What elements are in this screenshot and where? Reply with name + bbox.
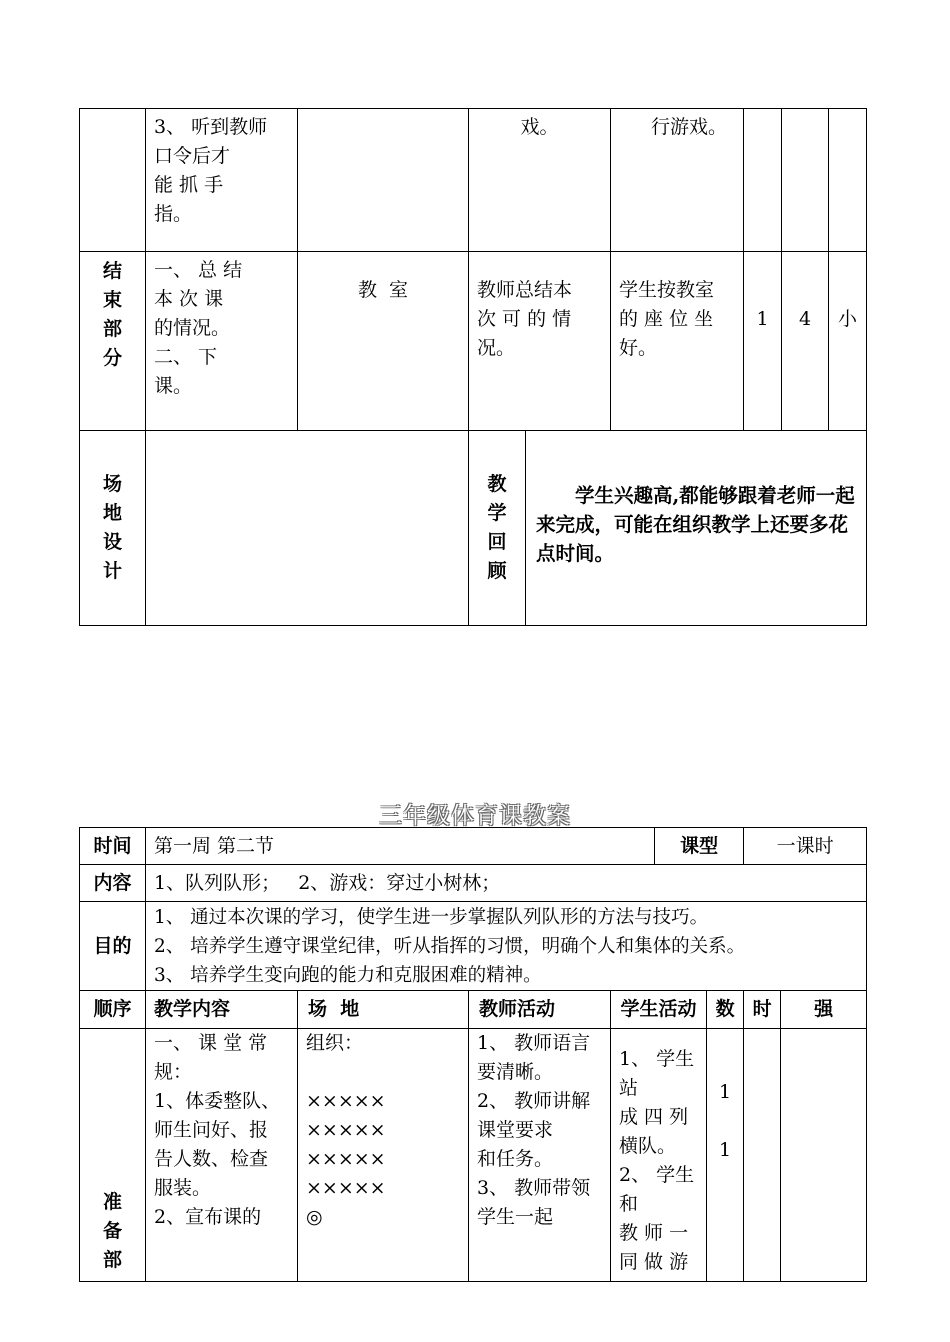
content-label: 内容 <box>80 865 146 902</box>
goal-item: 3、 培养学生变向跑的能力和克服困难的精神。 <box>154 965 542 986</box>
ending-teacher-cell: 教师总结本 次 可 的 情 况。 <box>469 252 611 431</box>
teaching-review-text: 学生兴趣高,都能够跟着老师一起来完成，可能在组织教学上还要多花点时间。 <box>526 431 867 626</box>
bottom-lesson-table <box>79 827 867 1282</box>
header-student: 学生活动 <box>611 991 707 1029</box>
top-lesson-table <box>79 108 867 626</box>
lesson-type-value: 一课时 <box>744 828 867 865</box>
goal-item: 1、 通过本次课的学习，使学生进一步掌握队列队形的方法与技巧。 <box>154 907 709 928</box>
header-venue: 场 地 <box>298 991 469 1029</box>
section-cell-empty <box>80 109 146 252</box>
student-activity-cell: 行游戏。 <box>611 109 744 252</box>
prep-section-label: 准 备 部 <box>80 1029 146 1282</box>
prep-count-cell: 1 1 <box>707 1029 744 1282</box>
ending-venue-cell: 教 室 <box>298 252 469 431</box>
ending-intensity-cell: 小 <box>829 252 867 431</box>
goal-label: 目的 <box>80 902 146 991</box>
header-content: 教学内容 <box>146 991 298 1029</box>
header-row <box>80 991 867 1029</box>
ending-content-cell: 一、 总 结 本 次 课 的情况。 二、 下 课。 <box>146 252 298 431</box>
prep-student-cell: 1、 学生站 成 四 列 横队。 2、 学生和 教 师 一 同 做 游 <box>611 1029 707 1282</box>
prep-teacher-cell: 1、 教师语言 要清晰。 2、 教师讲解 课堂要求 和任务。 3、 教师带领 学生一起 <box>469 1029 611 1282</box>
teacher-activity-cell: 戏。 <box>469 109 611 252</box>
venue-cell-empty <box>298 109 469 252</box>
teaching-review-label: 教 学 回 顾 <box>469 431 526 626</box>
venue-review-row <box>80 431 867 626</box>
content-row <box>80 865 867 902</box>
ending-section-label: 结 束 部 分 <box>80 252 146 431</box>
lesson-type-label: 课型 <box>655 828 744 865</box>
ending-count-cell: 1 <box>744 252 782 431</box>
time-label: 时间 <box>80 828 146 865</box>
prep-content-cell: 一、 课 堂 常 规： 1、体委整队、 师生问好、报 告人数、检查 服装。 2、宣布课的 <box>146 1029 298 1282</box>
header-order: 顺序 <box>80 991 146 1029</box>
goals-row <box>80 902 867 991</box>
intensity-cell-empty <box>829 109 867 252</box>
ending-time-cell: 4 <box>782 252 829 431</box>
goal-item: 2、 培养学生遵守课堂纪律，听从指挥的习惯，明确个人和集体的关系。 <box>154 936 746 957</box>
header-teacher: 教师活动 <box>469 991 611 1029</box>
content-value: 1、队列队形； 2、游戏：穿过小树林； <box>146 865 867 902</box>
prep-section-row <box>80 1029 867 1282</box>
count-cell-empty <box>744 109 782 252</box>
header-count: 数 <box>707 991 744 1029</box>
venue-design-area <box>146 431 469 626</box>
prep-venue-cell: 组织： ××××× ××××× ××××× ××××× ◎ <box>298 1029 469 1282</box>
header-intensity: 强 <box>781 991 867 1029</box>
goals-list <box>146 902 867 991</box>
continuation-row <box>80 109 867 252</box>
lesson-plan-title: 三年级体育课教案 <box>379 803 571 829</box>
ending-section-row <box>80 252 867 431</box>
prep-intensity-cell <box>781 1029 867 1282</box>
prep-time-cell <box>744 1029 781 1282</box>
time-value: 第一周 第二节 <box>146 828 655 865</box>
venue-design-label: 场 地 设 计 <box>80 431 146 626</box>
time-cell-empty <box>782 109 829 252</box>
ending-student-cell: 学生按教室 的 座 位 坐 好。 <box>611 252 744 431</box>
content-cell: 3、 听到教师 口令后才 能 抓 手 指。 <box>146 109 298 252</box>
time-row <box>80 828 867 865</box>
header-time: 时 <box>744 991 781 1029</box>
